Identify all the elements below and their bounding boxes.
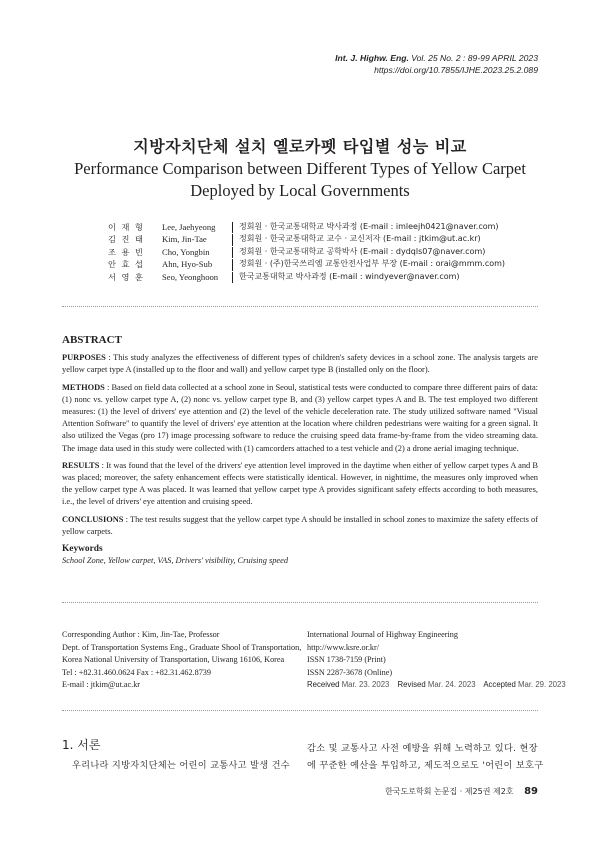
revised-label: Revised bbox=[397, 680, 426, 690]
revised-date: Mar. 24. 2023 bbox=[427, 680, 476, 690]
author-korean-name: 조 용 빈 bbox=[108, 246, 145, 257]
abstract-conclusions bbox=[62, 514, 538, 538]
correspondence-email[interactable]: E-mail : jtkim@ut.ac.kr bbox=[62, 680, 141, 690]
author-korean-name: 안 효 섭 bbox=[108, 259, 145, 270]
journal-info-line: ISSN 1738-7159 (Print) bbox=[307, 655, 386, 665]
journal-volume: Vol. 25 No. 2 : 89-99 APRIL 2023 bbox=[411, 53, 538, 63]
author-english-name: Seo, Yeonghoon bbox=[162, 271, 219, 282]
author-row bbox=[108, 258, 505, 270]
author-row bbox=[108, 233, 505, 245]
author-affiliation: 정회원 · (주)한국쓰리엠 교통안전사업부 부장 (E-mail : orai@mmm.com) bbox=[239, 259, 506, 269]
journal-url[interactable]: http://www.ksre.or.kr/ bbox=[307, 642, 380, 652]
author-english-name: Cho, Yongbin bbox=[162, 246, 210, 257]
body-text-left bbox=[62, 757, 296, 771]
author-korean-name: 이 재 형 bbox=[108, 222, 145, 232]
korean-title: 지방자치단체 설치 옐로카펫 타입별 성능 비교 bbox=[133, 137, 467, 156]
purposes-label: PURPOSES bbox=[62, 353, 106, 363]
results-text: : It was found that the level of the drivers' eye attention level improved in the daytime when either of yellow carpet types A and B was placed; moreover, the safety enhancement effects were statistically identical. However, in nighttime, the measures only improved when the yellow carpet type A was placed. It was learned that yellow carpet type A provides significant safety effects according to both measures, i.e., the level of drivers' eye attention and cruising speed. bbox=[62, 460, 538, 507]
abstract-results bbox=[62, 460, 538, 509]
conclusions-label: CONCLUSIONS bbox=[62, 514, 124, 524]
section-heading: 1. 서론 bbox=[62, 738, 101, 752]
author-affiliation: 정회원 · 한국교통대학교 교수 · 교신저자 (E-mail : jtkim@ut.ac.kr) bbox=[239, 234, 481, 244]
keywords-heading: Keywords bbox=[62, 544, 103, 555]
results-label: RESULTS bbox=[62, 460, 100, 470]
abstract-methods bbox=[62, 382, 538, 455]
author-affiliation: 정회원 · 한국교통대학교 박사과정 (E-mail : imleejh0421@naver.com) bbox=[239, 222, 499, 231]
received-label: Received bbox=[307, 680, 340, 690]
author-divider bbox=[232, 272, 233, 283]
correspondence-line: Corresponding Author : Kim, Jin-Tae, Professor bbox=[62, 630, 220, 639]
received-date: Mar. 23. 2023 bbox=[341, 680, 390, 690]
english-title: Performance Comparison between Different Types of Yellow Carpet Deployed by Local Governments bbox=[74, 159, 526, 200]
journal-name: Int. J. Highw. Eng. bbox=[335, 53, 409, 63]
author-divider bbox=[232, 259, 233, 270]
author-divider bbox=[232, 234, 233, 245]
author-row bbox=[108, 221, 505, 233]
journal-header bbox=[335, 52, 538, 76]
accepted-date: Mar. 29. 2023 bbox=[518, 680, 566, 690]
correspondence-line: Korea National University of Transportation, Uiwang 16106, Korea bbox=[62, 655, 285, 665]
footer-journal: 한국도로학회 논문집 · 제25권 제2호 bbox=[385, 787, 514, 796]
methods-text: : Based on field data collected at a school zone in Seoul, statistical tests were conducted to compare three different pairs of data: (1) nonc vs. yellow carpet type A, (2) nonc vs. yellow carpet type B, and (3) yellow carpet types A and B. The test employed two different measures: (1) the level of drivers' eye attention and (2) the level of the vehicle deceleration rate. The study utilized software named "Visual Attention Software" to quantify the level of drivers' eye attention at the location where children pedestrians were waiting for a green signal. It also utilized the Vegas (pro 17) image processing software to reduce the cruising speed data frame-by-frame from the video streaming data. The image data used in this study were collected with (1) camcorders attached to a test vehicle and (2) a drone aerial imaging technique. bbox=[62, 382, 538, 453]
page-number: 89 bbox=[524, 786, 538, 797]
correspondence-line: Tel : +82.31.460.0624 Fax : +82.31.462.8739 bbox=[62, 667, 211, 677]
author-divider bbox=[232, 222, 233, 233]
author-korean-name: 김 진 태 bbox=[108, 234, 145, 245]
author-list bbox=[108, 221, 505, 283]
body-line: 감소 및 교통사고 사전 예방을 위해 노력하고 있다. 현장 bbox=[307, 743, 538, 754]
divider-top bbox=[62, 306, 538, 307]
purposes-text: : This study analyzes the effectiveness of different types of children's safety devices in a school zone. The analysis targets are yellow carpet type A (installed up to the floor and wall) and yellow carpet type B (installed only on the floor). bbox=[62, 353, 538, 375]
author-divider bbox=[232, 247, 233, 258]
submission-dates bbox=[307, 679, 572, 692]
accepted-label: Accepted bbox=[483, 680, 516, 690]
correspondence-line: Dept. of Transportation Systems Eng., Graduate Shool of Transportation, bbox=[62, 642, 302, 652]
body-line: 우리나라 지방자치단체는 어린이 교통사고 발생 건수 bbox=[72, 760, 290, 771]
author-english-name: Ahn, Hyo-Sub bbox=[162, 259, 213, 270]
journal-info-line: ISSN 2287-3678 (Online) bbox=[307, 667, 393, 677]
journal-info-block bbox=[307, 629, 572, 692]
abstract-section bbox=[62, 334, 538, 567]
author-korean-name: 서 영 훈 bbox=[108, 271, 145, 282]
author-english-name: Kim, Jin-Tae bbox=[162, 234, 207, 245]
body-text-right bbox=[307, 740, 544, 774]
abstract-heading: ABSTRACT bbox=[62, 334, 122, 346]
keywords-text: School Zone, Yellow carpet, VAS, Drivers' visibility, Cruising speed bbox=[62, 556, 289, 566]
divider-middle bbox=[62, 602, 538, 603]
doi-link[interactable]: https://doi.org/10.7855/IJHE.2023.25.2.089 bbox=[374, 65, 538, 75]
conclusions-text: : The test results suggest that the yellow carpet type A should be installed in school zones to maximize the safety effects of yellow carpets. bbox=[62, 514, 538, 536]
abstract-purposes bbox=[62, 352, 538, 376]
author-english-name: Lee, Jaehyeong bbox=[162, 222, 216, 232]
methods-label: METHODS bbox=[62, 382, 105, 392]
author-row bbox=[108, 271, 505, 283]
page-footer bbox=[385, 786, 538, 797]
author-affiliation: 한국교통대학교 박사과정 (E-mail : windyever@naver.com) bbox=[239, 271, 460, 281]
divider-bottom bbox=[62, 710, 538, 711]
journal-info-line: International Journal of Highway Engineering bbox=[307, 630, 458, 639]
author-row bbox=[108, 246, 505, 258]
body-line: 에 꾸준한 예산을 투입하고, 제도적으로도 '어린이 보호구 bbox=[307, 760, 544, 771]
correspondence-block bbox=[62, 629, 301, 692]
author-affiliation: 정회원 · 한국교통대학교 공학박사 (E-mail : dydqls07@naver.com) bbox=[239, 246, 486, 256]
